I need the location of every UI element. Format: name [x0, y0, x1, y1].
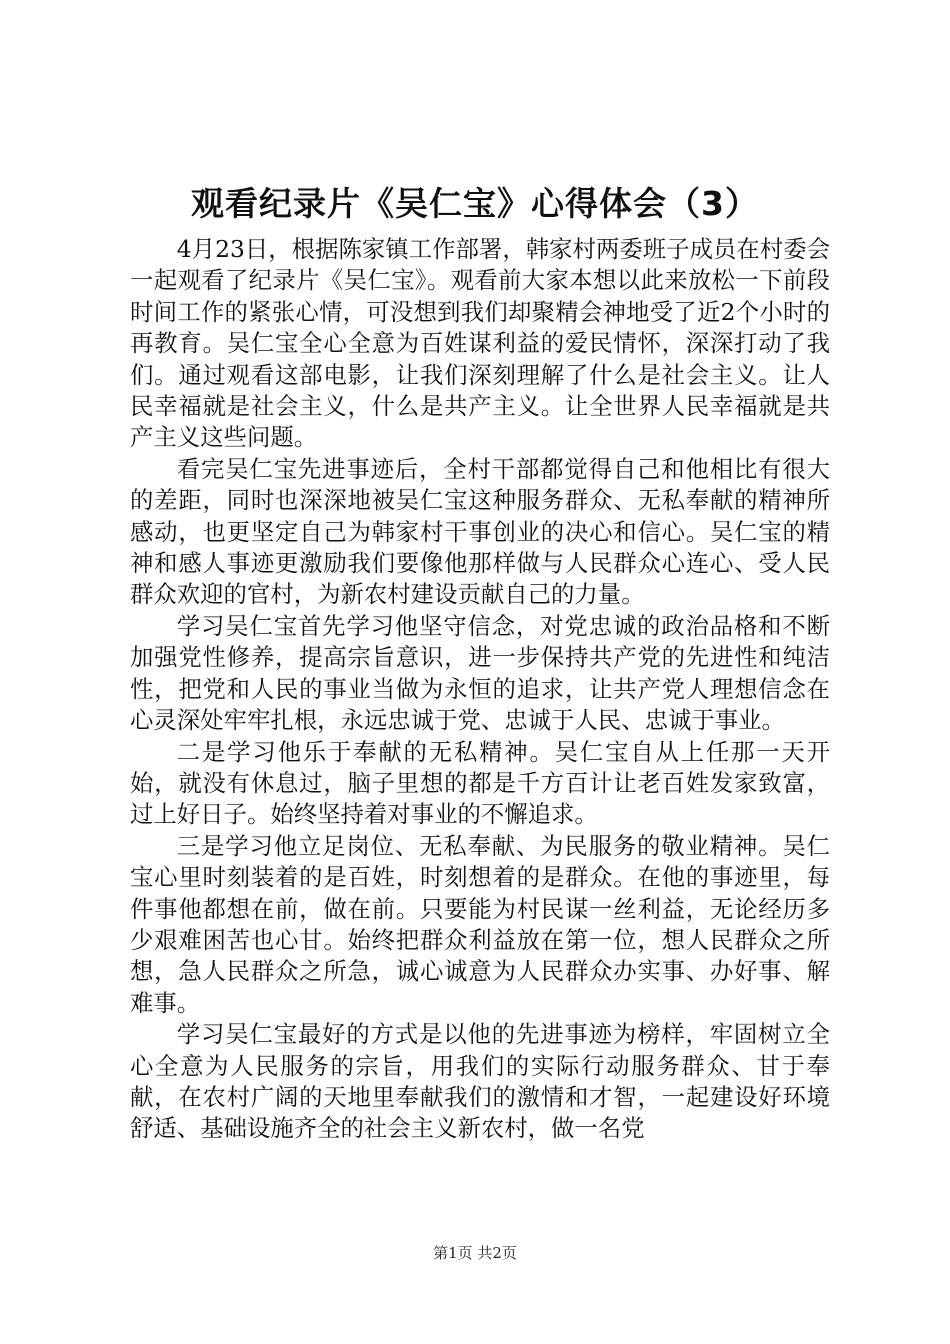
paragraph-2: 看完吴仁宝先进事迹后，全村干部都觉得自己和他相比有很大的差距，同时也深深地被吴仁宝这种服务群众、无私奉献的精神所感动，也更坚定自己为韩家村干事创业的决心和信心。吴仁宝的精神和感人事迹更激励我们要像他那样做与人民群众心连心、受人民群众欢迎的官村，为新农村建设贡献自己的力量。 [130, 454, 830, 609]
paragraph-6: 学习吴仁宝最好的方式是以他的先进事迹为榜样，牢固树立全心全意为人民服务的宗旨，用我们的实际行动服务群众、甘于奉献，在农村广阔的天地里奉献我们的激情和才智，一起建设好环境舒适、基础设施齐全的社会主义新农村，做一名党 [130, 1020, 830, 1143]
paragraph-5: 三是学习他立足岗位、无私奉献、为民服务的敬业精神。吴仁宝心里时刻装着的是百姓，时刻想着的是群众。在他的事迹里，每件事他都想在前，做在前。只要能为村民谋一丝利益，无论经历多少艰难困苦也心甘。始终把群众利益放在第一位，想人民群众之所想，急人民群众之所急，诚心诚意为人民群众办实事、办好事、解难事。 [130, 831, 830, 1017]
paragraph-1: 4月23日，根据陈家镇工作部署，韩家村两委班子成员在村委会一起观看了纪录片《吴仁宝》。观看前大家本想以此来放松一下前段时间工作的紧张心情，可没想到我们却聚精会神地受了近2个小时的再教育。吴仁宝全心全意为百姓谋利益的爱民情怀，深深打动了我们。通过观看这部电影，让我们深刻理解了什么是社会主义。让人民幸福就是社会主义，什么是共产主义。让全世界人民幸福就是共产主义这些问题。 [130, 235, 830, 452]
paragraph-4: 二是学习他乐于奉献的无私精神。吴仁宝自从上任那一天开始，就没有休息过，脑子里想的都是千方百计让老百姓发家致富，过上好日子。始终坚持着对事业的不懈追求。 [130, 737, 830, 829]
document-body [130, 234, 830, 1145]
document-title: 观看纪录片《吴仁宝》心得体会（3） [191, 184, 759, 223]
paragraph-3: 学习吴仁宝首先学习他坚守信念，对党忠诚的政治品格和不断加强党性修养，提高宗旨意识，进一步保持共产党的先进性和纯洁性，把党和人民的事业当做为永恒的追求，让共产党人理想信念在心灵深处牢牢扎根，永远忠诚于党、忠诚于人民、忠诚于事业。 [130, 611, 830, 735]
page-footer: 第1页 共2页 [433, 1244, 517, 1262]
